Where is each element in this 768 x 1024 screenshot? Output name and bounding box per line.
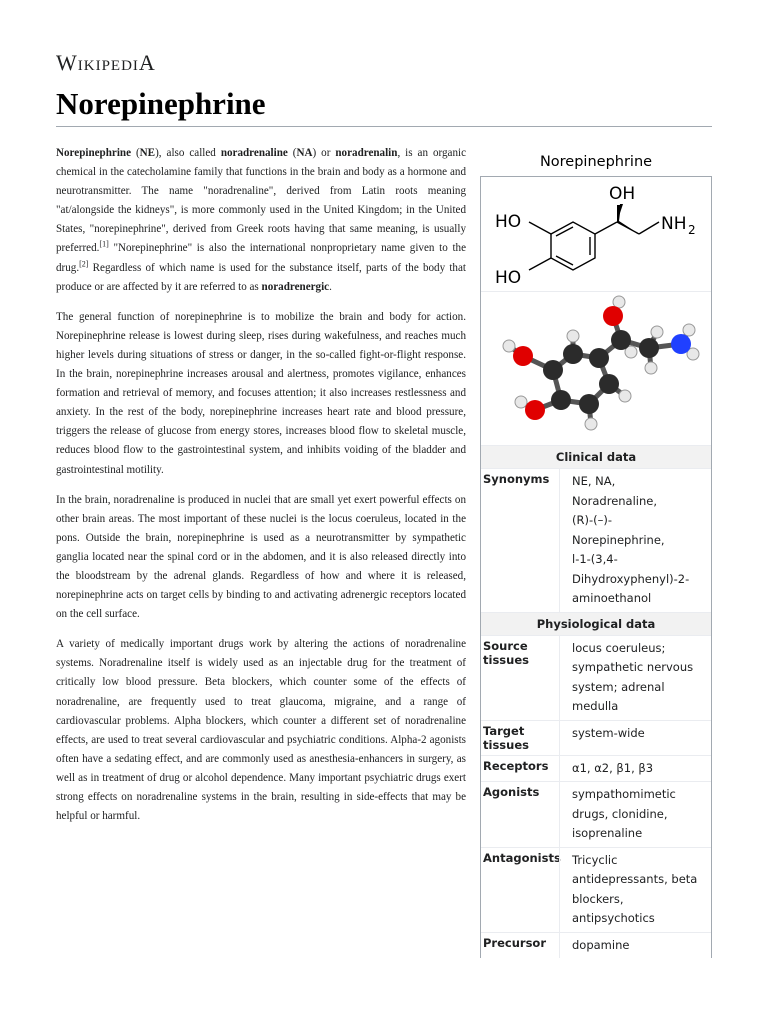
article-body bbox=[56, 144, 466, 837]
ball-and-stick-model-image[interactable] bbox=[481, 292, 711, 446]
infobox-row-value-text: sympathomimetic drugs, clonidine, isoprenaline bbox=[572, 787, 676, 840]
paragraph-text: ( bbox=[131, 147, 140, 159]
infobox-row bbox=[481, 635, 711, 720]
bold-term: NE bbox=[139, 147, 156, 159]
infobox-row-label: Target tissues bbox=[483, 723, 529, 752]
hydrogen-atom bbox=[683, 324, 695, 336]
infobox-row-value[interactable] bbox=[559, 848, 711, 932]
structural-formula-image[interactable] bbox=[481, 177, 711, 292]
bold-term: Norepinephrine bbox=[56, 147, 131, 159]
nitrogen-atom bbox=[671, 334, 691, 354]
infobox-row bbox=[481, 755, 711, 782]
ho-lower-label: HO bbox=[495, 268, 522, 288]
wordmark-main: Wikipedi bbox=[56, 50, 139, 75]
hydrogen-atom bbox=[619, 390, 631, 402]
infobox-row bbox=[481, 932, 711, 959]
infobox-row-value[interactable] bbox=[559, 756, 711, 782]
infobox-row-label: Receptors bbox=[483, 758, 549, 773]
paragraph-text: "Norepinephrine" is also the international nonproprietary name given to the drug. bbox=[56, 242, 466, 274]
article-paragraph bbox=[56, 635, 466, 826]
carbon-atom bbox=[543, 360, 563, 380]
infobox-row bbox=[481, 781, 711, 847]
infobox-row bbox=[481, 720, 711, 755]
infobox-row-value[interactable] bbox=[559, 636, 711, 720]
oxygen-atom bbox=[603, 306, 623, 326]
infobox-row-value-text: dopamine bbox=[572, 937, 630, 952]
paragraph-text: ), also called bbox=[155, 147, 221, 159]
infobox-row-label: Precursor bbox=[483, 935, 546, 950]
nh-subscript: 2 bbox=[688, 223, 696, 237]
infobox bbox=[480, 150, 712, 958]
carbon-atom bbox=[599, 374, 619, 394]
synonym-line: aminoethanol bbox=[572, 591, 652, 605]
synonym-line: NE, NA, bbox=[572, 474, 616, 488]
infobox-row bbox=[481, 847, 711, 932]
carbon-atom bbox=[611, 330, 631, 350]
hydrogen-atom bbox=[567, 330, 579, 342]
carbon-atom bbox=[563, 344, 583, 364]
hydrogen-atom bbox=[585, 418, 597, 430]
page-title: Norepinephrine bbox=[56, 86, 266, 121]
bold-term: noradrenergic bbox=[261, 280, 330, 293]
infobox-row-label: Agonists bbox=[483, 785, 540, 799]
paragraph-text: Regardless of which name is used for the substance itself, parts of the body that produce or are affected by it are referred to as bbox=[56, 261, 466, 293]
ball-and-stick-svg bbox=[481, 292, 711, 445]
article-paragraph bbox=[56, 144, 466, 297]
bold-term: NA bbox=[296, 147, 313, 159]
synonym-line: Noradrenaline, bbox=[572, 493, 658, 508]
paragraph-text: ) or bbox=[312, 147, 336, 159]
synonym-line: l-1-(3,4- bbox=[572, 552, 618, 566]
infobox-row-value[interactable] bbox=[559, 721, 711, 755]
carbon-atom bbox=[589, 348, 609, 368]
paragraph-text: A variety of medically important drugs work by altering the actions of noradrenaline systems. Noradrenaline itself is widely used as an injectable drug for the treatment of critically low blood pressure. Beta blockers, which counter some of the effects of noradrenaline, are frequently used to treat glaucoma, migraine, and a range of cardiovascular problems. Alpha blockers, which counter a different set of noradrenaline effects, are used to treat several cardiovascular and psychiatric conditions. Alpha-2 agonists often have a sedating effect, and are commonly used as anesthesia-enhancers in surgery, as well as in treatment of drug or alcohol dependence. Many important psychiatric drugs exert strong effects on noradrenaline systems in the brain, resulting in side-effects that may be helpful or harmful. bbox=[56, 638, 466, 823]
hydrogen-atom bbox=[515, 396, 527, 408]
paragraph-text: In the brain, noradrenaline is produced in nuclei that are small yet exert powerful effects on other brain areas. The most important of these nuclei is the locus coeruleus, located in the pons. Outside the brain, norepinephrine is used as a neurotransmitter by sympathetic ganglia located near the spinal cord or in the abdomen, and it is also released directly into the bloodstream by the adrenal glands. Regardless of how and where it is released, norepinephrine acts on target cells by binding to and activating adrenergic receptors located on the cell surface. bbox=[56, 493, 466, 621]
oh-label: OH bbox=[609, 184, 636, 204]
bold-term: noradrenaline bbox=[220, 147, 288, 159]
infobox-row-value-text: locus coeruleus; sympathetic nervous system; adrenal medulla bbox=[572, 640, 694, 713]
infobox-row-label: Source tissues bbox=[483, 638, 529, 667]
paragraph-text: ( bbox=[287, 147, 297, 159]
synonym-line: Norepinephrine, bbox=[572, 532, 665, 547]
structural-formula-svg bbox=[481, 177, 711, 291]
synonym-line: Dihydroxyphenyl)-2- bbox=[572, 571, 690, 586]
infobox-row-value[interactable] bbox=[559, 933, 711, 959]
infobox-row-label: Antagonists bbox=[483, 850, 561, 865]
carbon-atom bbox=[639, 338, 659, 358]
nh-label: NH bbox=[661, 214, 687, 234]
paragraph-text: , is an organic chemical in the catecholamine family that functions in the brain and body as a hormone and neurotransmitter. The name "noradrenaline", derived from Latin roots meaning "at/alongside the kidneys", is more commonly used in the United Kingdom; in the United States, "norepinephrine", derived from Greek roots having that same meaning, is usually preferred. bbox=[56, 147, 467, 255]
citation-link[interactable]: [1] bbox=[99, 239, 109, 249]
synonyms-label: Synonyms bbox=[483, 472, 550, 486]
hydrogen-atom bbox=[503, 340, 515, 352]
infobox-row-value[interactable] bbox=[559, 782, 711, 847]
hydrogen-atom bbox=[651, 326, 663, 338]
synonym-line: (R)-(–)- bbox=[572, 513, 612, 527]
infobox-row-value-text: α1, α2, β1, β3 bbox=[572, 760, 654, 775]
paragraph-text: The general function of norepinephrine is to mobilize the brain and body for action. Norepinephrine release is lowest during sleep, rises during wakefulness, and reaches much higher levels during situations of stress or danger, in the so-called fight-or-flight response. In the brain, norepinephrine increases arousal and alertness, promotes vigilance, enhances formation and retrieval of memory, and focuses attention; it also increases restlessness and anxiety. In the rest of the body, norepinephrine increases heart rate and blood pressure, triggers the release of glucose from energy stores, increases blood flow to skeletal muscle, reduces blood flow to the gastrointestinal system, and inhibits voiding of the bladder and gastrointestinal motility. bbox=[56, 310, 466, 476]
title-divider bbox=[56, 126, 712, 127]
infobox-row-value-text: Tricyclic antidepressants, beta blockers, antipsychotics bbox=[572, 852, 698, 925]
synonyms-row bbox=[481, 468, 711, 612]
physiological-data-header: Physiological data bbox=[481, 612, 711, 635]
paragraph-text: . bbox=[329, 280, 332, 293]
synonyms-value bbox=[559, 469, 711, 612]
ho-upper-label: HO bbox=[495, 212, 522, 232]
article-paragraph bbox=[56, 308, 466, 480]
infobox-row-value-text: system-wide bbox=[572, 725, 645, 740]
oxygen-atom bbox=[525, 400, 545, 420]
carbon-atom bbox=[579, 394, 599, 414]
citation-link[interactable]: [2] bbox=[79, 258, 89, 268]
carbon-atom bbox=[551, 390, 571, 410]
article-paragraph bbox=[56, 491, 466, 625]
physiological-rows bbox=[481, 635, 711, 959]
hydrogen-atom bbox=[645, 362, 657, 374]
clinical-data-header: Clinical data bbox=[481, 446, 711, 468]
bold-term: noradrenalin bbox=[335, 147, 398, 159]
wordmark-last-letter: A bbox=[138, 50, 156, 75]
infobox-title: Norepinephrine bbox=[539, 154, 653, 170]
oxygen-atom bbox=[513, 346, 533, 366]
wikipedia-wordmark[interactable] bbox=[56, 50, 156, 76]
